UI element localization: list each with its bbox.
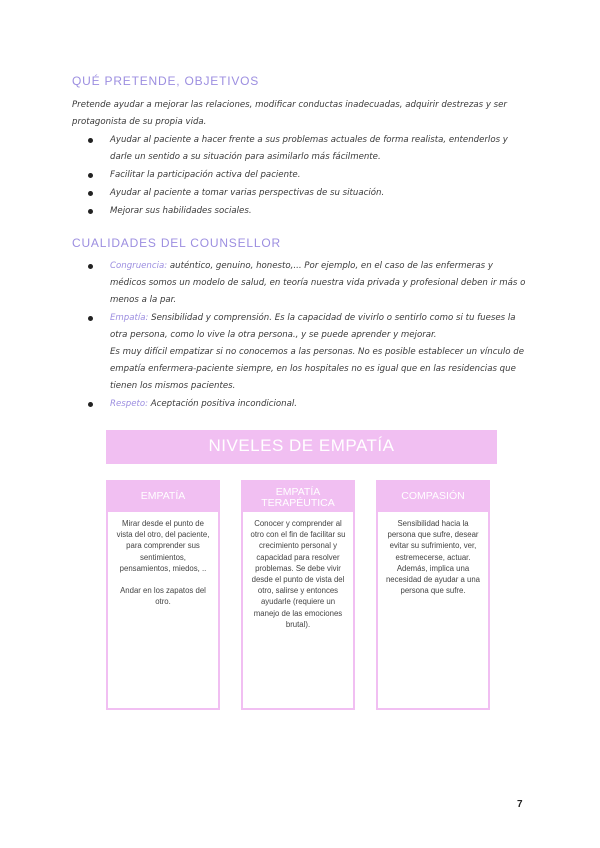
term-empatia: Empatía: <box>110 313 149 323</box>
bullet-icon <box>88 316 93 321</box>
bullet-icon <box>88 173 93 178</box>
list-item: Empatía: Sensibilidad y comprensión. Es la capacidad de vivirlo o sentirlo como si tu fueses la otra persona, como lo vive la otra persona., y se puede aprender y mejorar. Es muy difícil empatizar si no conocemos a las personas. No es posible establecer un vínculo de empatía enfermera-paciente siempre, en los hospitales no es igual que en las residencias que tienen los mismos pacientes. <box>72 310 530 395</box>
card-title: EMPATÍA TERAPÉUTICA <box>261 486 335 509</box>
intro-paragraph: Pretende ayudar a mejorar las relaciones, modificar conductas inadecuadas, adquirir destrezas y ser protagonista de su propia vida. <box>72 100 507 127</box>
card-body <box>384 518 482 607</box>
card-title: EMPATÍA <box>140 490 186 502</box>
diagram-banner <box>106 430 497 464</box>
card-text-2: Andar en los zapatos del otro. <box>120 586 206 607</box>
empatia-extra: Es muy difícil empatizar si no conocemos a las personas. No es posible establecer un vínculo de empatía enfermera-paciente siempre, en los hospitales no es igual que en las residencias que tienen los mismos pacientes. <box>110 347 525 391</box>
term-respeto: Respeto: <box>110 399 149 409</box>
section-heading-cualidades: CUALIDADES DEL COUNSELLOR <box>72 236 281 250</box>
card-title: COMPASIÓN <box>401 490 465 502</box>
section-heading-objetivos: QUÉ PRETENDE, OBJETIVOS <box>72 74 260 88</box>
bullet-icon <box>88 402 93 407</box>
card-empatia <box>106 480 220 710</box>
bullet-icon <box>88 264 93 269</box>
bullet-icon <box>88 191 93 196</box>
card-title-box <box>108 482 218 512</box>
term-congruencia: Congruencia: <box>110 261 168 271</box>
card-text: Sensibilidad hacia la persona que sufre, desear evitar su sufrimiento, ver, estremecerse, actuar. Además, implica una necesidad de ayudar a una persona que sufre. <box>385 519 481 596</box>
list-item: Mejorar sus habilidades sociales. <box>72 203 530 220</box>
cualidades-list <box>72 258 530 414</box>
card-compasion <box>376 480 490 710</box>
bullet-icon <box>88 138 93 143</box>
card-body <box>249 518 347 641</box>
card-title-box <box>243 482 353 512</box>
card-title-box <box>378 482 488 512</box>
objetivos-list <box>72 132 530 221</box>
diagram-title: NIVELES DE EMPATÍA <box>208 436 395 455</box>
list-item: Facilitar la participación activa del paciente. <box>72 167 530 184</box>
page-number: 7 <box>517 799 523 810</box>
card-text: Conocer y comprender al otro con el fin de facilitar su crecimiento personal y capacidad para resolver problemas. Se debe vivir desde el punto de vista del otro, salirse y entonces ayudarle (requiere un manejo de las emociones brutal). <box>250 519 346 629</box>
bullet-icon <box>88 209 93 214</box>
card-body <box>114 518 212 618</box>
list-item: Congruencia: auténtico, genuino, honesto,... Por ejemplo, en el caso de las enfermeras y médicos somos un modelo de salud, en teoría nuestra vida privada y profesional deben ir más o menos a la par. <box>72 258 530 309</box>
list-item: Ayudar al paciente a tomar varias perspectivas de su situación. <box>72 185 530 202</box>
card-empatia-terapeutica <box>241 480 355 710</box>
list-item: Ayudar al paciente a hacer frente a sus problemas actuales de forma realista, entenderlos y darle un sentido a su situación para asimilarlo más fácilmente. <box>72 132 530 166</box>
card-text: Mirar desde el punto de vista del otro, del paciente, para comprender sus sentimientos, pensamientos, miedos, .. <box>116 519 210 573</box>
list-item: Respeto: Aceptación positiva incondicional. <box>72 396 530 413</box>
